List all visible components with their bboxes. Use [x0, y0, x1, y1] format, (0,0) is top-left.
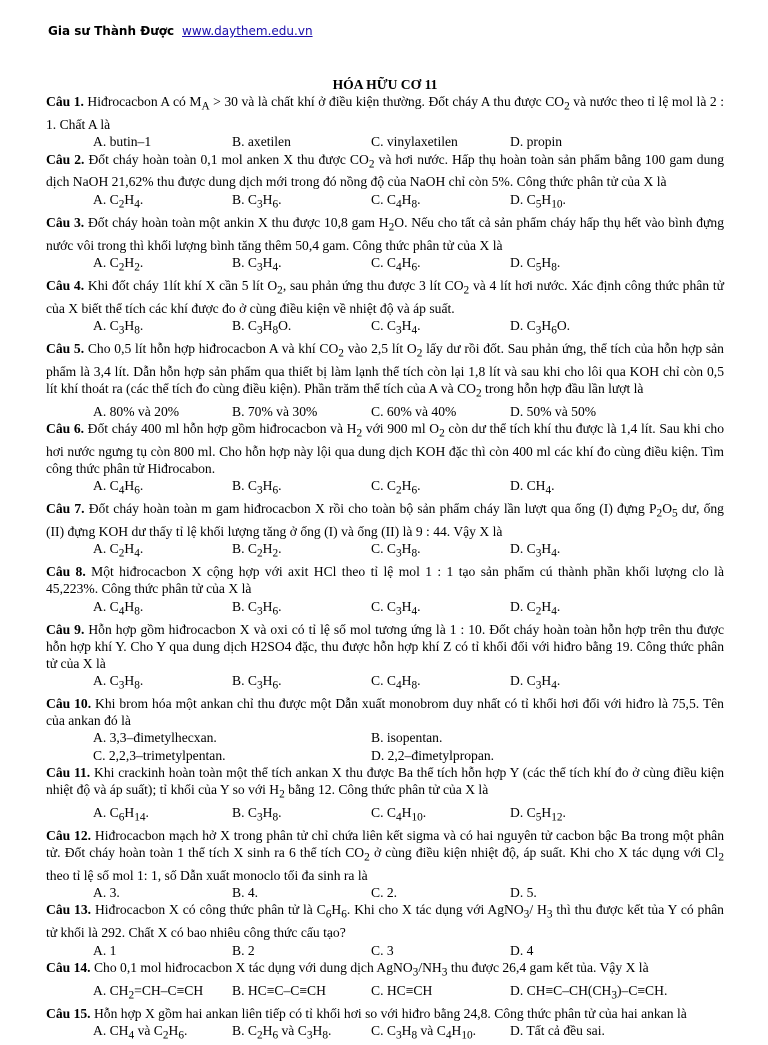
question-12 [46, 827, 724, 902]
answer-options [46, 942, 724, 959]
page-header [48, 24, 313, 38]
answer-options [46, 804, 724, 827]
answer-option: B. 2 [232, 942, 255, 958]
answer-option: C. 3 [371, 942, 394, 958]
answer-option: B. HC≡C–C≡CH [232, 982, 326, 998]
answer-option: B. $C_3H_6$. [232, 191, 282, 211]
question-text [46, 901, 724, 941]
answer-option: D. $C_3H_4$. [510, 541, 561, 561]
question-number: Câu 2. [46, 151, 85, 167]
question-stem: Đốt cháy hoàn toàn 0,1 mol anken X thu được $CO_2$ và hơi nước. Hấp thụ hoàn toàn sản phẩm bằng 100 gam dung dịch NaOH 21,62% thu được dung dịch mới trong đó nồng độ của NaOH chỉ còn 5%. Công thức phân tử của X là [46, 151, 724, 190]
answer-option: D. $C_5H_8$. [510, 254, 561, 274]
answer-option: C. $C_4H_6$. [371, 254, 421, 274]
answer-option: B. 70% và 30% [232, 403, 318, 419]
question-text [46, 695, 724, 729]
answer-options [46, 403, 724, 420]
answer-option: D. $C_2H_4$. [510, 598, 561, 618]
answer-option: B. $C_3H_6$. [232, 598, 282, 618]
answer-option: C. $C_3H_4$. [371, 598, 421, 618]
question-list [46, 93, 724, 1045]
question-stem: Hiđrocacbon X có công thức phân tử là $C_6H_6$. Khi cho X tác dụng với AgNO$_3$/ $H_3$ thì thu được kết tủa Y có phân tử khối là 292. Chất X có bao nhiêu công thức cấu tạo? [46, 902, 724, 941]
question-stem: Đốt cháy hoàn toàn m gam hiđrocacbon X rồi cho toàn bộ sản phẩm cháy lần lượt qua ống (I) đựng $P_2O_5$ dư, ống (II) đựng KOH dư thấy tỉ lệ khối lượng tăng ở ống (I) và ống (II) là 9 : 44. Vậy X là [46, 501, 724, 540]
question-text [46, 214, 724, 254]
answer-options [46, 982, 724, 1005]
question-text [46, 93, 724, 133]
answer-option: D. $C_3H_6O$. [510, 317, 571, 337]
answer-options [46, 317, 724, 340]
question-stem: Hỗn hợp X gồm hai ankan liên tiếp có tỉ khối hơi so với hiđro bằng 24,8. Công thức phân tử của hai ankan là [90, 1005, 687, 1021]
answer-option: D. $C_5H_{12}$. [510, 805, 566, 824]
question-stem: Một hiđrocacbon X cộng hợp với axit HCl theo tỉ lệ mol 1 : 1 tạo sản phẩm cú thành phần khối lượng clo là 45,223%. Công thức phân tử của X là [46, 564, 724, 597]
question-4 [46, 277, 724, 340]
question-8 [46, 563, 724, 620]
question-stem: Khi đốt cháy 1lít khí X cần 5 lít $O_2$, sau phản ứng thu được 3 lít $CO_2$ và 4 lít hơi nước. Xác định công thức phân tử của X biết thể tích các khí được đo ở cùng điều kiện về nhiệt độ và áp suất. [46, 277, 724, 316]
answer-option: A. 3. [93, 885, 120, 901]
question-11 [46, 764, 724, 827]
answer-option: A. $C_2H_2$. [93, 254, 144, 274]
answer-option: B. axetilen [232, 134, 291, 150]
answer-option: C. vinylaxetilen [371, 134, 458, 150]
question-stem: Cho 0,5 lít hỗn hợp hiđrocacbon A và khí $CO_2$ vào 2,5 lít $O_2$ lấy dư rồi đốt. Sau phản ứng, thể tích của hỗn hợp sản phẩm là 3,4 lít. Dẫn hỗn hợp sản phẩm qua thiết bị làm lạnh thể tích còn lại 1,8 lít và sau khi cho lôi qua KOH chỉ còn 0,5 lít khí thoát ra (các thể tích đo cùng điều kiện). Phần trăm thể tích của A và $CO_2$ trong hỗn hợp đầu lần lượt là [46, 340, 724, 400]
question-1 [46, 93, 724, 150]
answer-option: A. $CH_4$ và $C_2H_6$. [93, 1022, 188, 1042]
question-stem: Hiđrocacbon A có $M_A > 30$ và là chất khí ở điều kiện thường. Đốt cháy A thu được $CO_2$ và nước theo tỉ lệ mol là 2 : 1. Chất A là [46, 94, 724, 133]
answer-option: B. $C_3H_6$. [232, 478, 282, 497]
answer-option: A. $C_2H_4$. [93, 541, 144, 561]
answer-option: C. 2,2,3–trimetylpentan. [93, 747, 226, 763]
answer-option: A. $C_4H_6$. [93, 478, 144, 497]
answer-options [46, 254, 724, 277]
question-text [46, 151, 724, 191]
answer-option: A. $C_2H_4$. [93, 191, 144, 211]
question-number: Câu 9. [46, 621, 85, 637]
document-title: HÓA HỮU CƠ 11 [332, 77, 438, 92]
answer-option: C. 60% và 40% [371, 403, 457, 419]
answer-option: D. $CH_4$. [510, 478, 555, 497]
question-text [46, 959, 724, 982]
question-stem: Hiđrocacbon mạch hở X trong phân tử chỉ chứa liên kết sigma và có hai nguyên tử cacbon bậc Ba trong một phân tử. Đốt cháy hoàn toàn 1 thể tích X sinh ra 6 thể tích $CO_2$ ở cùng điều kiện nhiệt độ, áp suất. Khi cho X tác dụng với $Cl_2$ theo tỉ lệ số mol 1: 1, số Dẫn xuất monoclo tối đa sinh ra là [46, 827, 725, 884]
website-link[interactable]: www.daythem.edu.vn [182, 24, 313, 38]
tutor-name: Gia sư Thành Được [48, 24, 175, 38]
answer-option: A. $C_3H_8$. [93, 317, 144, 337]
question-text [46, 420, 724, 477]
answer-option: A. $C_6H_{14}$. [93, 805, 149, 824]
question-number: Câu 14. [46, 959, 91, 975]
answer-option: C. 2. [371, 885, 398, 901]
answer-option: C. $C_3H_8$. [371, 541, 421, 561]
answer-option: C. $C_3H_4$. [371, 317, 421, 337]
question-number: Câu 7. [46, 501, 85, 517]
answer-options [46, 884, 724, 901]
question-stem: Cho 0,1 mol hiđrocacbon X tác dụng với dung dịch $AgNO_3/NH_3$ thu được 26,4 gam kết tủa. Vậy X là [90, 959, 649, 979]
answer-option: A. $C_3H_8$. [93, 673, 144, 692]
question-text [46, 340, 724, 403]
question-5 [46, 340, 724, 420]
answer-option: A. 80% và 20% [93, 403, 180, 419]
question-9 [46, 621, 724, 696]
question-stem: Đốt cháy 400 ml hỗn hợp gồm hiđrocacbon và $H_2$ với 900 ml $O_2$ còn dư thể tích khí thu được là 1,4 lít. Sau khi cho hơi nước ngưng tụ còn 800 ml. Cho hỗn hợp này lội qua dung dịch KOH đặc thì còn 400 ml các khí đo cùng điều kiện. Tìm công thức phân tử Hiđrocabon. [46, 420, 725, 477]
question-text [46, 764, 724, 804]
answer-option: A. 1 [93, 942, 117, 958]
answer-option: D. $C_5H_{10}$. [510, 191, 566, 211]
question-6 [46, 420, 724, 500]
answer-option: C. $C_4H_{10}$. [371, 805, 427, 824]
question-number: Câu 12. [46, 827, 92, 843]
question-13 [46, 901, 724, 958]
answer-options [46, 672, 724, 695]
answer-option: C. $C_4H_8$. [371, 191, 421, 211]
answer-option: D. 2,2–đimetylpropan. [371, 747, 495, 763]
question-number: Câu 13. [46, 902, 92, 918]
answer-options [46, 598, 724, 621]
answer-options [46, 477, 724, 500]
question-text [46, 277, 724, 317]
answer-option: B. $C_3H_6$. [232, 673, 282, 692]
question-number: Câu 8. [46, 564, 86, 580]
answer-options [46, 1022, 724, 1045]
answer-option: D. $CH\equiv C-CH(CH_3)-C\equiv CH$. [510, 982, 668, 1002]
question-14 [46, 959, 724, 1005]
answer-option: B. $C_3H_8O$. [232, 317, 292, 337]
answer-option: A. 3,3–đimetylhecxan. [93, 730, 217, 746]
answer-options [46, 540, 724, 563]
question-stem: Hỗn hợp gồm hiđrocacbon X và oxi có tỉ lệ số mol tương ứng là 1 : 10. Đốt cháy hoàn toàn hỗn hợp trên thu được hỗn hợp khí Y. Cho Y qua dung dịch H2SO4 đặc, thu được hỗn hợp khí Z có tỉ khối đối với hiđro bằng 19. Công thức phân tử của X là [46, 621, 724, 671]
answer-options [46, 191, 724, 214]
question-10 [46, 695, 724, 764]
answer-option: B. $C_3H_8$. [232, 805, 282, 824]
question-15 [46, 1005, 724, 1045]
question-7 [46, 500, 724, 563]
answer-option: A. butin–1 [93, 134, 152, 150]
answer-option: D. Tất cả đều sai. [510, 1022, 605, 1038]
question-number: Câu 10. [46, 696, 92, 712]
question-text [46, 500, 724, 540]
answer-option: B. $C_2H_6$ và $C_3H_8$. [232, 1022, 332, 1042]
question-stem: Khi brom hóa một ankan chỉ thu được một Dẫn xuất monobrom duy nhất có tỉ khối hơi đối với hiđro là 75,5. Tên của ankan đó là [46, 696, 724, 729]
question-text [46, 563, 724, 597]
question-2 [46, 151, 724, 214]
answer-option: C. $C_2H_6$. [371, 478, 421, 497]
answer-option: C. $C_4H_8$. [371, 673, 421, 692]
answer-option: D. 4 [510, 942, 534, 958]
question-number: Câu 15. [46, 1005, 91, 1021]
question-number: Câu 5. [46, 340, 85, 356]
question-number: Câu 11. [46, 764, 91, 780]
question-stem: Đốt cháy hoàn toàn một ankin X thu được 10,8 gam $H_2O$. Nếu cho tất cả sản phẩm cháy hấp thụ hết vào bình đựng nước vôi trong thì khối lượng bình tăng thêm 50,4 gam. Công thức phân tử của X là [46, 214, 724, 253]
question-number: Câu 4. [46, 277, 85, 293]
answer-option: D. 5. [510, 885, 537, 901]
answer-option: B. 4. [232, 885, 259, 901]
answer-option: D. 50% và 50% [510, 403, 597, 419]
question-text [46, 827, 724, 884]
question-number: Câu 6. [46, 420, 85, 436]
question-3 [46, 214, 724, 277]
answer-option: B. $C_2H_2$. [232, 541, 282, 561]
answer-option: D. $C_3H_4$. [510, 673, 561, 692]
question-stem: Khi crackinh hoàn toàn một thể tích ankan X thu được Ba thể tích hỗn hợp Y (các thể tích khí đo ở cùng điều kiện nhiệt độ và áp suất); tỉ khối của Y so với $H_2$ bằng 12. Công thức phân tử của X là [46, 764, 724, 801]
answer-option: A. $C_4H_8$. [93, 598, 144, 618]
answer-option: B. isopentan. [371, 730, 443, 746]
question-number: Câu 3. [46, 214, 85, 230]
answer-option: D. propin [510, 134, 563, 150]
answer-option: C. $C_3H_8$ và $C_4H_{10}$. [371, 1022, 477, 1042]
question-number: Câu 1. [46, 94, 84, 110]
question-text [46, 621, 724, 673]
answer-option: A. $CH_2=CH-C\equiv CH$ [93, 982, 204, 1002]
answer-option: C. HC≡CH [371, 982, 433, 998]
answer-option: B. $C_3H_4$. [232, 254, 282, 274]
question-text [46, 1005, 724, 1022]
answer-options [46, 133, 724, 150]
answer-options [46, 729, 724, 763]
document-body [46, 76, 724, 1045]
